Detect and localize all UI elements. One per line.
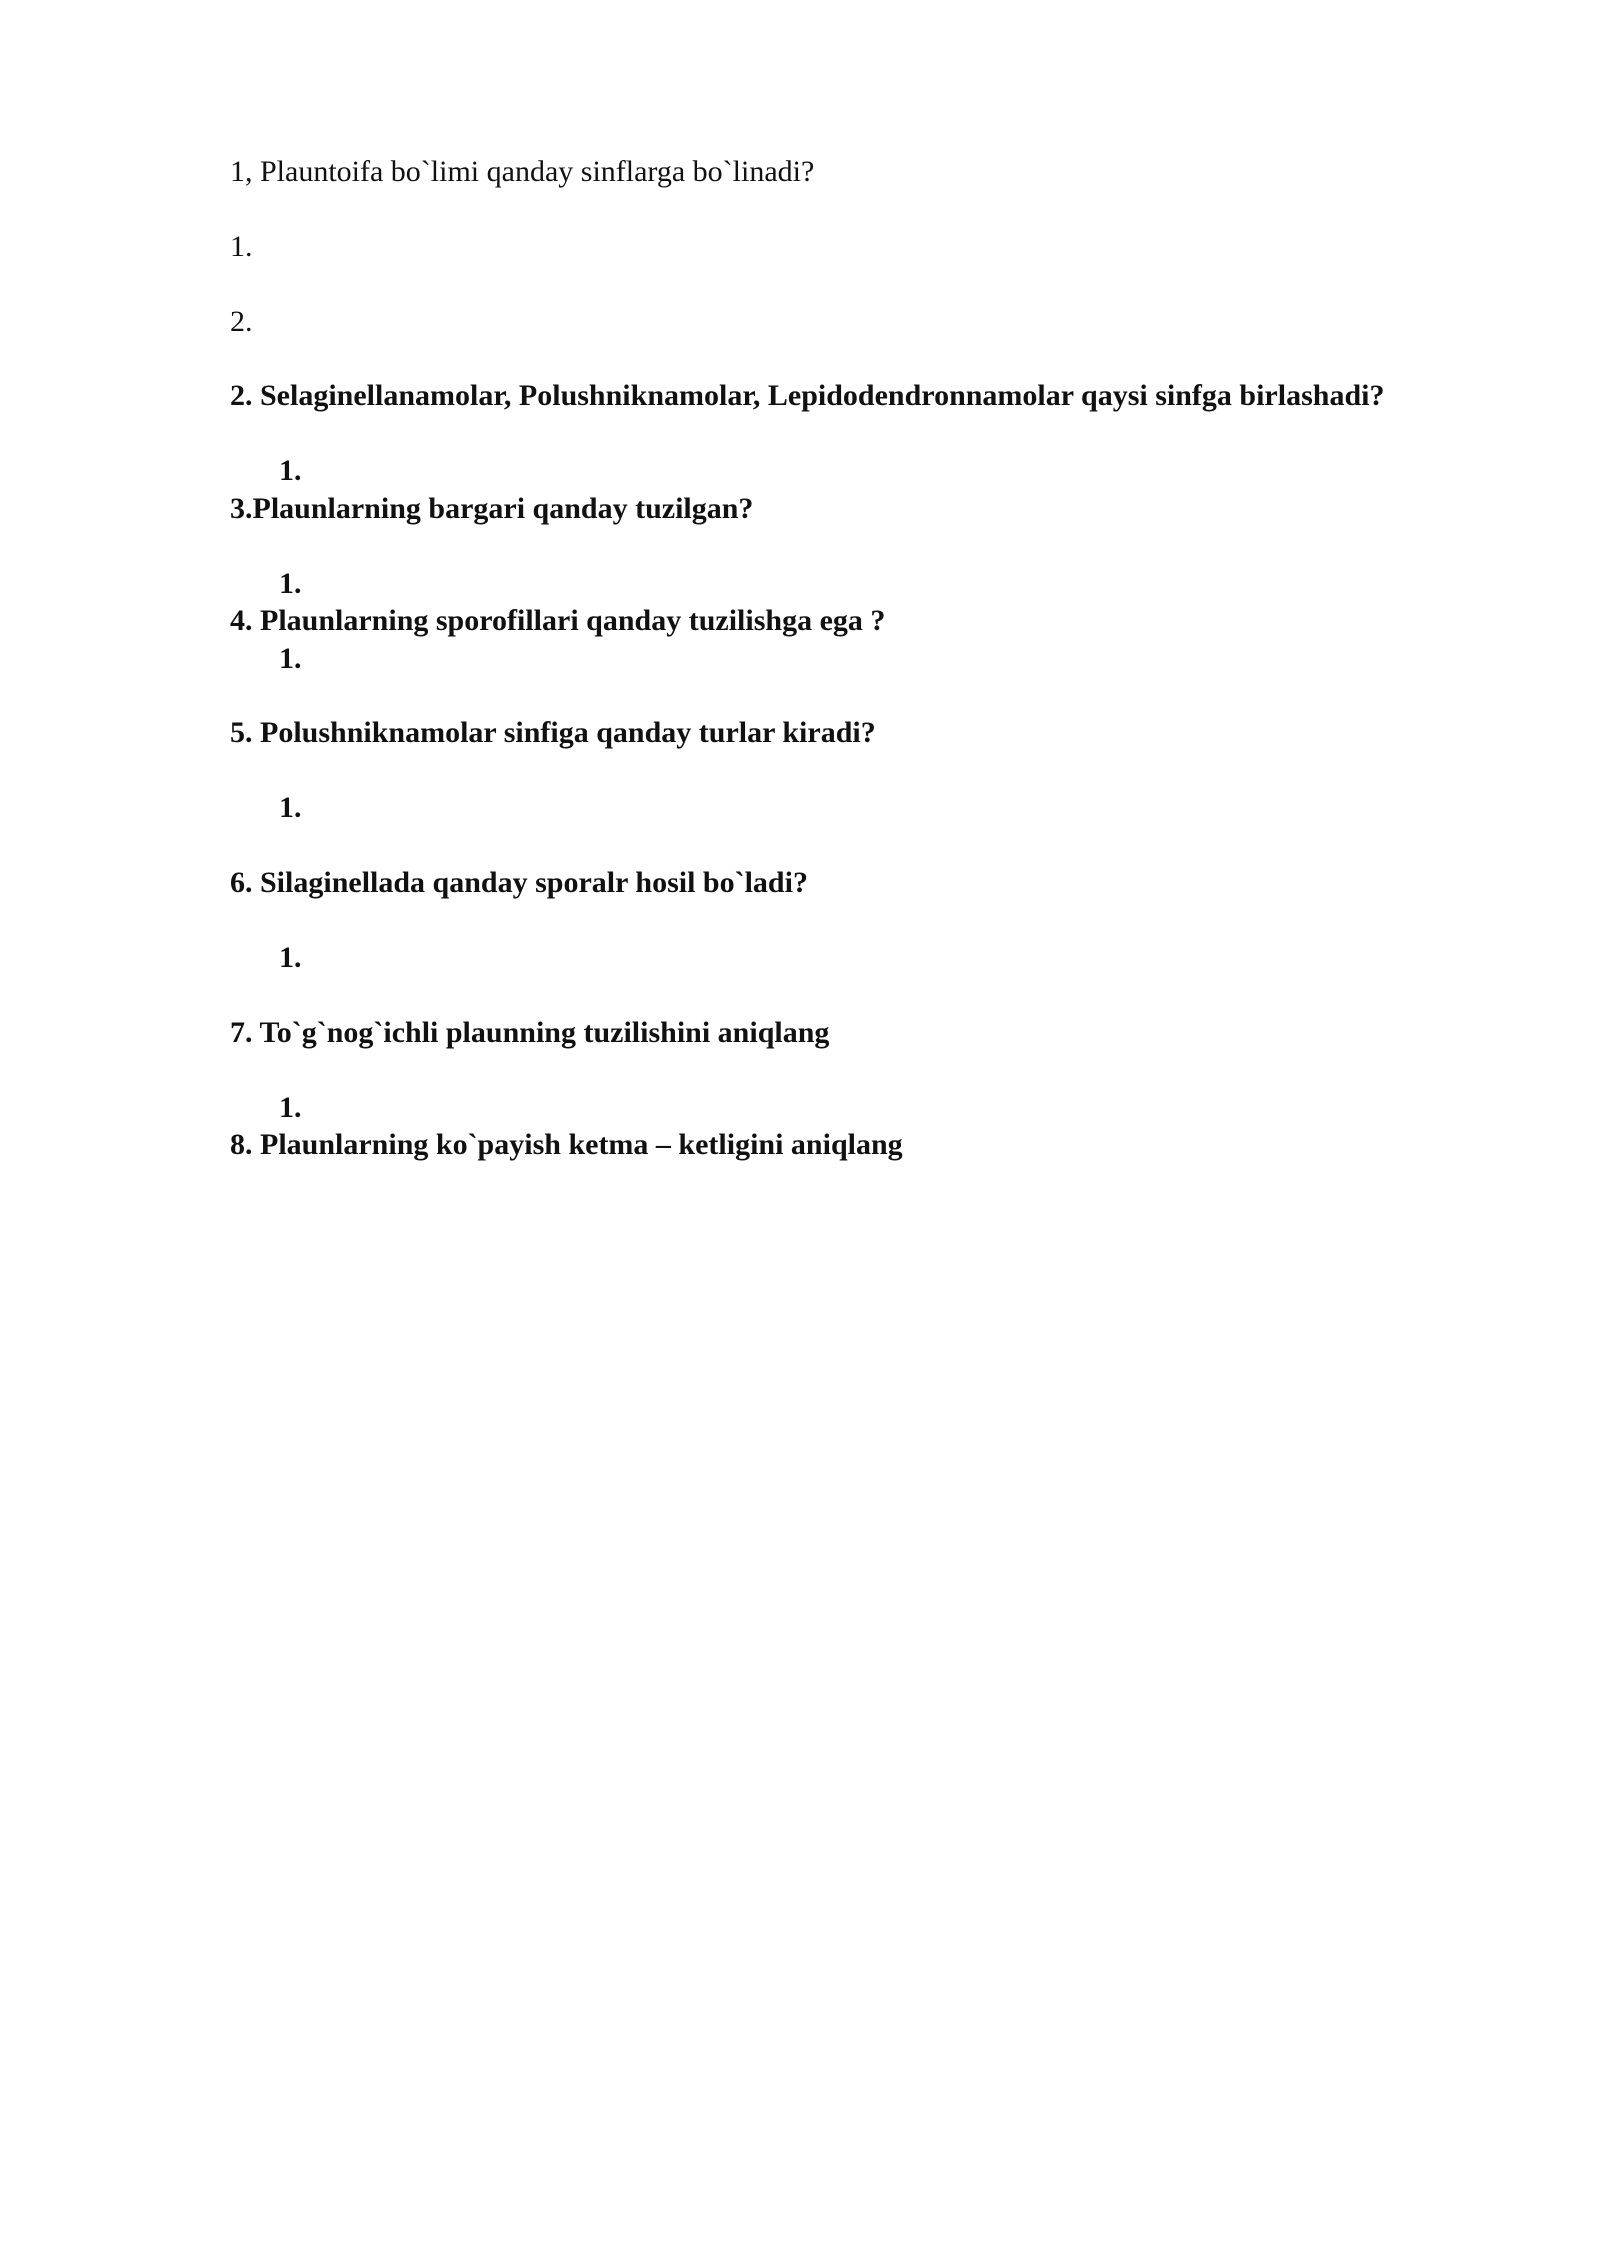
question-4: 4. Plaunlarning sporofillari qanday tuzilishga ega ? xyxy=(230,604,886,637)
answer-3-1: 1. xyxy=(279,567,302,600)
answer-5-1: 1. xyxy=(279,791,302,824)
question-2: 2. Selaginellanamolar, Polushniknamolar, Lepidodendronnamolar qaysi sinfga birlashadi? xyxy=(230,379,1385,412)
answer-1-2: 2. xyxy=(230,305,253,338)
answer-6-1: 1. xyxy=(279,941,302,974)
question-7: 7. To`g`nog`ichli plaunning tuzilishini aniqlang xyxy=(230,1016,830,1049)
question-8: 8. Plaunlarning ko`payish ketma – ketligini aniqlang xyxy=(230,1128,903,1161)
answer-2-1: 1. xyxy=(279,454,302,487)
answer-7-1: 1. xyxy=(279,1091,302,1124)
answer-1-1: 1. xyxy=(230,230,253,263)
question-6: 6. Silaginellada qanday sporalr hosil bo`ladi? xyxy=(230,866,808,899)
question-5: 5. Polushniknamolar sinfiga qanday turlar kiradi? xyxy=(230,716,876,749)
answer-4-1: 1. xyxy=(279,642,302,675)
question-1: 1, Plauntoifa bo`limi qanday sinflarga bo`linadi? xyxy=(230,155,815,188)
question-3: 3.Plaunlarning bargari qanday tuzilgan? xyxy=(230,492,754,525)
